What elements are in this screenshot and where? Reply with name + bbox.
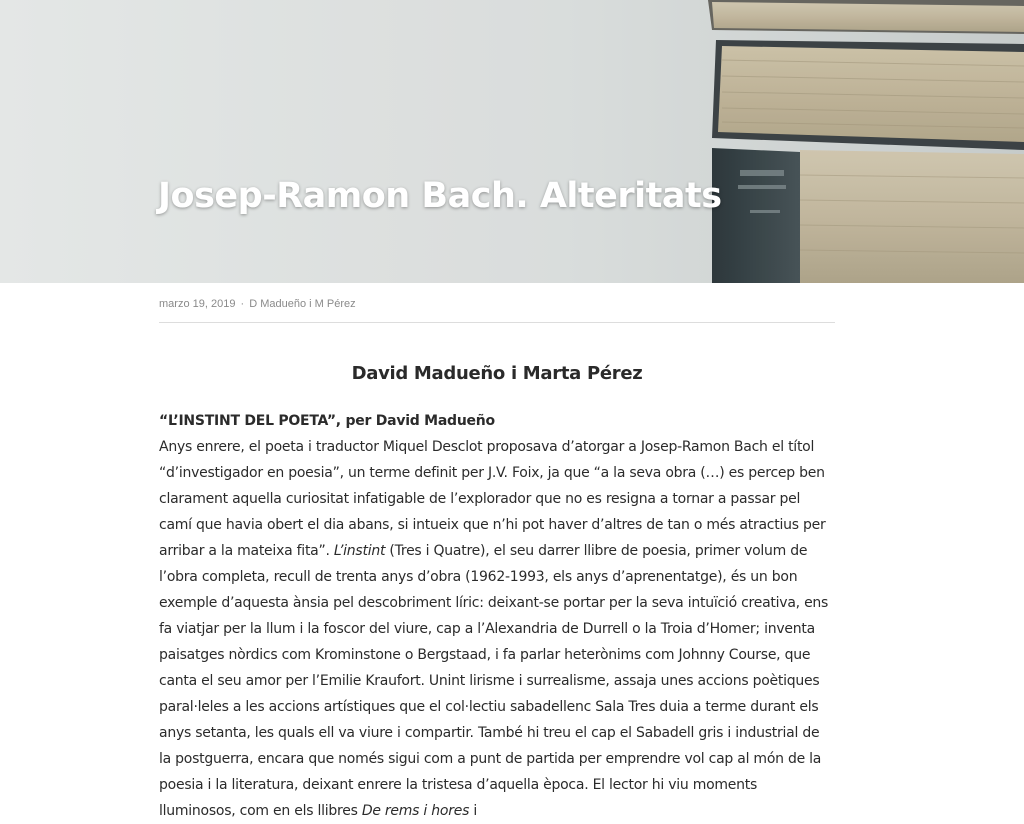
hero-banner: [0, 0, 1024, 283]
article-body: [159, 408, 835, 824]
post-date: marzo 19, 2019: [159, 298, 236, 310]
post-author[interactable]: D Madueño i M Pérez: [249, 298, 356, 310]
book-title-linstint: L’instint: [333, 543, 386, 559]
book-title-de-rems: De rems i hores: [361, 803, 470, 819]
paragraph-text-2: (Tres i Quatre), el seu darrer llibre de poesia, primer volum de l’obra completa, recull de trenta anys d’obra (1962-1993, els anys d’aprenentatge), és un bon exemple d’aquesta ànsia pel descobriment líric: deixant-se portar per la seva intuïció creativa, ens fa viatjar per la llum i la foscor del viure, cap a l’Alexandria de Durrell o la Troia d’Homer; inventa paisatges nòrdics com Krominstone o Bergstaad, i fa parlar heterònims com Johnny Course, que canta el seu amor per l’Emilie Kraufort. Unint lirisme i surrealisme, assaja unes accions poètiques paral·leles a les accions artístiques que el col·lectiu sabadellenc Sala Tres duia a terme durant els anys setanta, les quals ell va viure i compartir. També hi treu el cap el Sabadell gris i industrial de la postguerra, encara que només sigui com a punt de partida per emprendre vol cap al món de la poesia i la literatura, deixant enrere la tristesa d’aquella època. El lector hi viu moments lluminosos, com en els llibres: [159, 543, 829, 819]
paragraph-text-1: Anys enrere, el poeta i traductor Miquel Desclot proposava d’atorgar a Josep-Ramon Bach el títol “d’investigador en poesia”, un terme definit per J.V. Foix, ja que “a la seva obra (…) es percep ben clarament aquella curiositat infatigable de l’explorador que no es resigna a tornar a passar pel camí que havia obert el dia abans, si intueix que n’hi pot haver d’altres de tan o més atractius per arribar a la mateixa fita”.: [159, 439, 826, 559]
post-title: Josep-Ramon Bach. Alteritats: [158, 176, 722, 216]
post-meta: [159, 298, 835, 318]
post-content: [159, 283, 835, 824]
paragraph-text-3: i: [469, 803, 477, 819]
books-image: [0, 0, 1024, 283]
section-title: “L’INSTINT DEL POETA”, per David Madueño: [159, 413, 495, 429]
divider: [159, 322, 835, 323]
article-paragraph: [159, 434, 835, 824]
meta-separator: ·: [240, 298, 245, 310]
article-heading: David Madueño i Marta Pérez: [351, 363, 643, 384]
